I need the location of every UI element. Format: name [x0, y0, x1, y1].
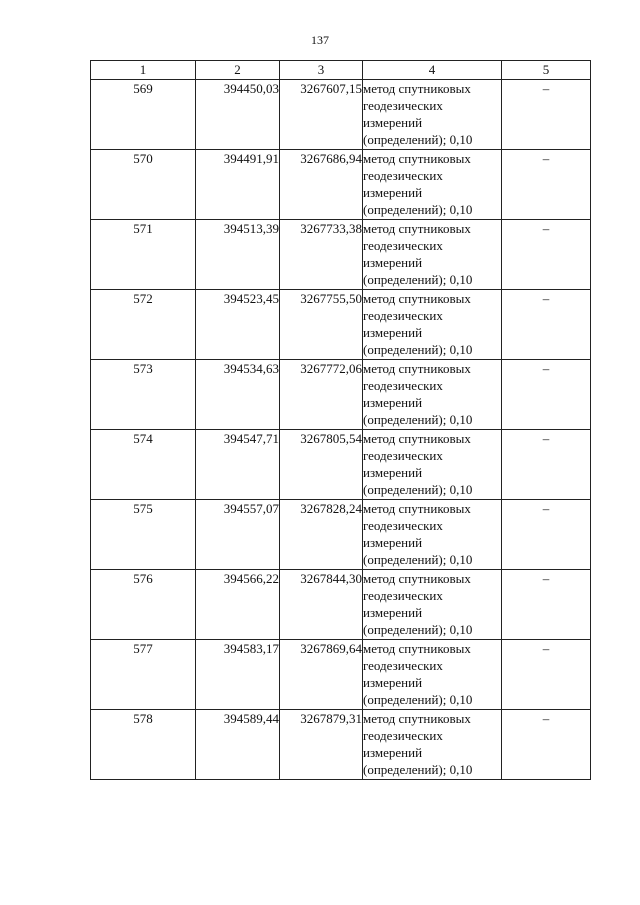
method-text-line: (определений); 0,10 — [363, 412, 473, 427]
method-text-line: метод спутниковых — [363, 151, 471, 166]
point-number-cell: 574 — [91, 430, 196, 500]
table-body — [91, 80, 591, 780]
point-number-cell: 569 — [91, 80, 196, 150]
point-number-cell: 570 — [91, 150, 196, 220]
method-text-line: метод спутниковых — [363, 81, 471, 96]
method-cell — [363, 710, 502, 780]
method-text-line: измерений — [363, 115, 423, 130]
y-coordinate-cell: 3267805,54 — [280, 430, 363, 500]
method-cell — [363, 150, 502, 220]
method-text-line: измерений — [363, 605, 423, 620]
method-text-line: геодезических — [363, 378, 443, 393]
method-text-line: геодезических — [363, 238, 443, 253]
method-text-line: метод спутниковых — [363, 361, 471, 376]
method-text-line: геодезических — [363, 168, 443, 183]
method-text-line: метод спутниковых — [363, 221, 471, 236]
method-cell — [363, 570, 502, 640]
method-text-line: измерений — [363, 745, 423, 760]
point-number-cell: 578 — [91, 710, 196, 780]
method-text-line: измерений — [363, 465, 423, 480]
column-5-cell: – — [502, 360, 591, 430]
method-text-line: метод спутниковых — [363, 641, 471, 656]
method-text-line: геодезических — [363, 448, 443, 463]
y-coordinate-cell: 3267828,24 — [280, 500, 363, 570]
method-text-line: (определений); 0,10 — [363, 272, 473, 287]
y-coordinate-cell: 3267607,15 — [280, 80, 363, 150]
method-text-line: метод спутниковых — [363, 571, 471, 586]
method-text-line: измерений — [363, 535, 423, 550]
point-number-cell: 573 — [91, 360, 196, 430]
x-coordinate-cell: 394566,22 — [196, 570, 280, 640]
column-5-cell: – — [502, 430, 591, 500]
x-coordinate-cell: 394583,17 — [196, 640, 280, 710]
method-text-line: измерений — [363, 675, 423, 690]
x-coordinate-cell: 394557,07 — [196, 500, 280, 570]
method-text-line: измерений — [363, 325, 423, 340]
table-row — [91, 500, 591, 570]
y-coordinate-cell: 3267879,31 — [280, 710, 363, 780]
column-5-cell: – — [502, 290, 591, 360]
method-text-line: (определений); 0,10 — [363, 132, 473, 147]
method-text-line: (определений); 0,10 — [363, 342, 473, 357]
coordinates-table — [90, 60, 591, 780]
method-text-line: геодезических — [363, 658, 443, 673]
column-5-cell: – — [502, 150, 591, 220]
point-number-cell: 572 — [91, 290, 196, 360]
x-coordinate-cell: 394523,45 — [196, 290, 280, 360]
method-text-line: метод спутниковых — [363, 501, 471, 516]
method-text-line: геодезических — [363, 518, 443, 533]
y-coordinate-cell: 3267733,38 — [280, 220, 363, 290]
column-header: 4 — [363, 61, 502, 80]
x-coordinate-cell: 394534,63 — [196, 360, 280, 430]
y-coordinate-cell: 3267844,30 — [280, 570, 363, 640]
method-text-line: (определений); 0,10 — [363, 482, 473, 497]
column-5-cell: – — [502, 220, 591, 290]
table-row — [91, 150, 591, 220]
method-text-line: (определений); 0,10 — [363, 622, 473, 637]
method-text-line: геодезических — [363, 588, 443, 603]
method-text-line: метод спутниковых — [363, 711, 471, 726]
column-5-cell: – — [502, 80, 591, 150]
method-text-line: метод спутниковых — [363, 291, 471, 306]
column-5-cell: – — [502, 640, 591, 710]
column-5-cell: – — [502, 500, 591, 570]
x-coordinate-cell: 394589,44 — [196, 710, 280, 780]
table-row — [91, 360, 591, 430]
point-number-cell: 577 — [91, 640, 196, 710]
method-text-line: геодезических — [363, 98, 443, 113]
method-cell — [363, 220, 502, 290]
column-header: 5 — [502, 61, 591, 80]
method-cell — [363, 290, 502, 360]
table-row — [91, 430, 591, 500]
point-number-cell: 575 — [91, 500, 196, 570]
method-text-line: измерений — [363, 255, 423, 270]
page-number: 137 — [311, 33, 329, 47]
method-cell — [363, 430, 502, 500]
method-text-line: измерений — [363, 185, 423, 200]
method-text-line: (определений); 0,10 — [363, 692, 473, 707]
header-row — [91, 61, 591, 80]
table-row — [91, 220, 591, 290]
method-text-line: (определений); 0,10 — [363, 762, 473, 777]
table-row — [91, 710, 591, 780]
x-coordinate-cell: 394547,71 — [196, 430, 280, 500]
table-row — [91, 80, 591, 150]
method-cell — [363, 500, 502, 570]
column-5-cell: – — [502, 570, 591, 640]
method-text-line: (определений); 0,10 — [363, 202, 473, 217]
column-header: 3 — [280, 61, 363, 80]
point-number-cell: 576 — [91, 570, 196, 640]
y-coordinate-cell: 3267869,64 — [280, 640, 363, 710]
method-text-line: метод спутниковых — [363, 431, 471, 446]
method-text-line: измерений — [363, 395, 423, 410]
method-text-line: геодезических — [363, 728, 443, 743]
point-number-cell: 571 — [91, 220, 196, 290]
column-header: 1 — [91, 61, 196, 80]
column-header: 2 — [196, 61, 280, 80]
method-text-line: геодезических — [363, 308, 443, 323]
method-text-line: (определений); 0,10 — [363, 552, 473, 567]
x-coordinate-cell: 394513,39 — [196, 220, 280, 290]
y-coordinate-cell: 3267772,06 — [280, 360, 363, 430]
method-cell — [363, 360, 502, 430]
method-cell — [363, 640, 502, 710]
x-coordinate-cell: 394450,03 — [196, 80, 280, 150]
y-coordinate-cell: 3267755,50 — [280, 290, 363, 360]
table-row — [91, 570, 591, 640]
table-row — [91, 640, 591, 710]
column-5-cell: – — [502, 710, 591, 780]
y-coordinate-cell: 3267686,94 — [280, 150, 363, 220]
method-cell — [363, 80, 502, 150]
x-coordinate-cell: 394491,91 — [196, 150, 280, 220]
table-row — [91, 290, 591, 360]
